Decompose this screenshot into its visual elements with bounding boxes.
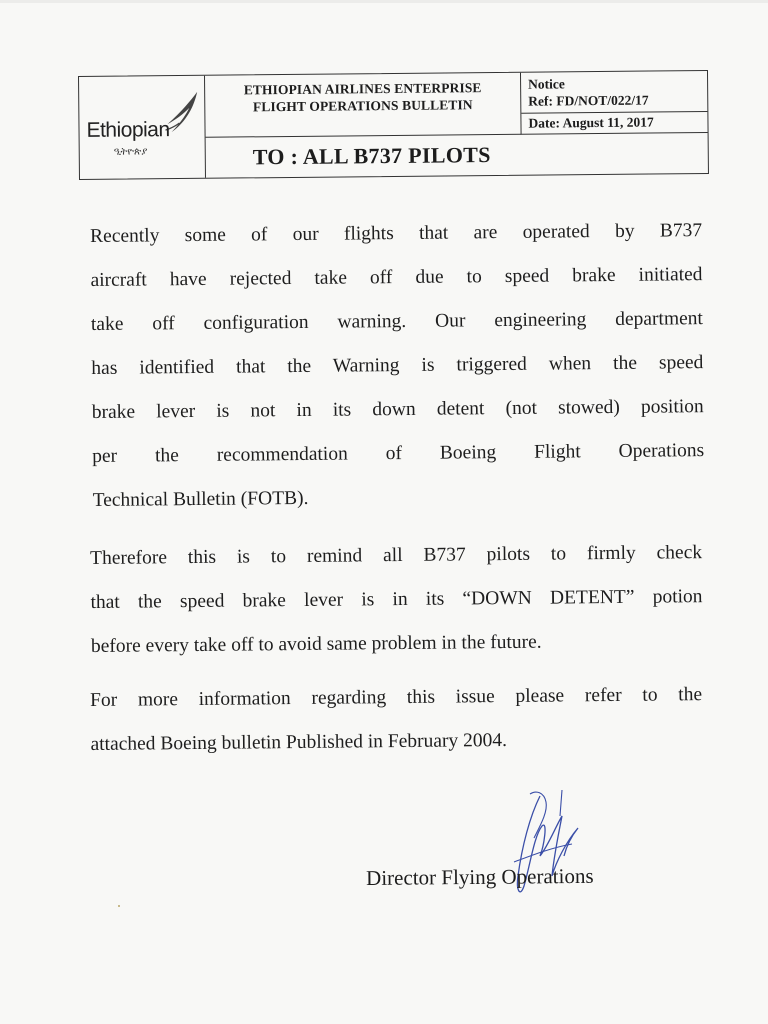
paragraph-line: take off configuration warning. Our engineering department [90,308,704,335]
airline-logo [79,76,206,179]
notice-block [521,71,708,135]
notice-label: Notice [528,76,565,92]
paragraph-line: Recently some of our flights that are operated by B737 [90,220,703,247]
paragraph-line: Therefore this is to remind all B737 pilots to firmly check [90,542,703,569]
enterprise-title [205,73,522,138]
scan-speck [118,905,120,907]
enterprise-name: ETHIOPIAN AIRLINES ENTERPRISE [243,80,482,98]
paragraph-line: that the speed brake lever is in its “DOWN DETENT” potion [90,586,703,613]
logo-wordmark: Ethiopian [86,118,170,142]
paragraph-3 [90,684,703,780]
bulletin-header [78,70,709,180]
paragraph-line: attached Boeing bulletin Published in February 2004. [90,730,508,755]
paragraph-line: brake lever is not in its down detent (not stowed) position [91,396,704,423]
paragraph-line: before every take off to avoid same problem in the future. [90,631,542,657]
paragraph-1 [90,220,705,526]
bulletin-name: FLIGHT OPERATIONS BULLETIN [252,97,473,115]
notice-date: Date: August 11, 2017 [528,114,654,131]
paragraph-line: Technical Bulletin (FOTB). [92,487,309,511]
paragraph-line: has identified that the Warning is triggered when the speed [91,352,704,379]
signatory-title: Director Flying Operations [366,863,594,890]
paragraph-2 [90,542,703,678]
paragraph-line: per the recommendation of Boeing Flight Operations [92,440,705,467]
reference-number: Ref: FD/NOT/022/17 [528,92,649,109]
paragraph-line: aircraft have rejected take off due to speed brake initiated [90,264,703,291]
logo-amharic-text: ዒትዮጵያ [113,146,148,158]
scan-edge [0,0,768,3]
paragraph-line: For more information regarding this issue please refer to the [90,684,703,711]
recipient-line: TO : ALL B737 PILOTS [252,142,491,170]
